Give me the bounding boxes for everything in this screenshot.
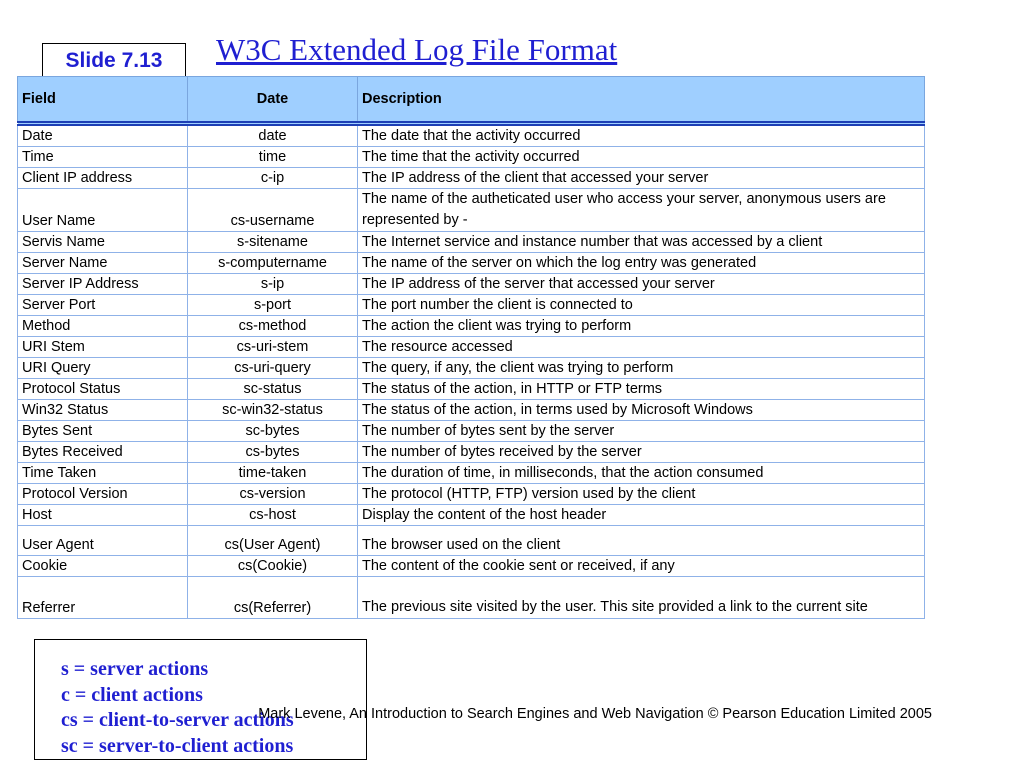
cell-description: The browser used on the client [358, 526, 925, 556]
legend-item: c = client actions [61, 683, 203, 706]
table-row [18, 337, 925, 358]
table-row [18, 124, 925, 147]
slide-number-label: Slide 7.13 [42, 43, 186, 79]
cell-field: Protocol Status [18, 379, 188, 400]
table-row [18, 316, 925, 337]
cell-description: The previous site visited by the user. This site provided a link to the current site [358, 577, 925, 619]
legend-item: cs = client-to-server actions [61, 709, 294, 731]
footer-copyright: Mark Levene, An Introduction to Search Engines and Web Navigation © Pearson Education Limited 2005 [258, 706, 932, 722]
cell-description: The name of the autheticated user who access your server, anonymous users are represented by - [358, 189, 925, 232]
cell-description: The protocol (HTTP, FTP) version used by the client [358, 484, 925, 505]
cell-identifier: s-ip [188, 274, 358, 295]
table-header-row [18, 77, 925, 124]
table-row [18, 463, 925, 484]
table-row [18, 526, 925, 556]
cell-identifier: time [188, 147, 358, 168]
cell-identifier: sc-bytes [188, 421, 358, 442]
cell-field: Method [18, 316, 188, 337]
cell-field: Server Name [18, 253, 188, 274]
cell-identifier: cs-uri-query [188, 358, 358, 379]
cell-description: The action the client was trying to perform [358, 316, 925, 337]
table-row [18, 400, 925, 421]
cell-field: Server IP Address [18, 274, 188, 295]
cell-identifier: cs-username [188, 189, 358, 232]
cell-identifier: sc-status [188, 379, 358, 400]
cell-field: Referrer [18, 577, 188, 619]
table-row [18, 274, 925, 295]
table-row [18, 421, 925, 442]
cell-description: Display the content of the host header [358, 505, 925, 526]
cell-identifier: cs(Referrer) [188, 577, 358, 619]
cell-description: The number of bytes sent by the server [358, 421, 925, 442]
cell-field: User Agent [18, 526, 188, 556]
table-row [18, 577, 925, 619]
cell-identifier: cs-uri-stem [188, 337, 358, 358]
cell-field: Server Port [18, 295, 188, 316]
cell-description: The number of bytes received by the server [358, 442, 925, 463]
cell-field: URI Query [18, 358, 188, 379]
cell-identifier: cs-version [188, 484, 358, 505]
cell-description: The IP address of the server that accessed your server [358, 274, 925, 295]
table-row [18, 484, 925, 505]
cell-description: The resource accessed [358, 337, 925, 358]
legend-item: s = server actions [61, 658, 209, 680]
table-row [18, 168, 925, 189]
table-row [18, 505, 925, 526]
cell-field: Bytes Sent [18, 421, 188, 442]
cell-field: Host [18, 505, 188, 526]
cell-identifier: s-sitename [188, 232, 358, 253]
table-row [18, 295, 925, 316]
cell-field: Protocol Version [18, 484, 188, 505]
abbreviation-legend [34, 639, 367, 760]
table-row [18, 253, 925, 274]
cell-identifier: cs-host [188, 505, 358, 526]
cell-description: The query, if any, the client was trying to perform [358, 358, 925, 379]
cell-identifier: cs-bytes [188, 442, 358, 463]
header-description: Description [358, 77, 925, 124]
cell-description: The Internet service and instance number that was accessed by a client [358, 232, 925, 253]
table-row [18, 232, 925, 253]
cell-field: Client IP address [18, 168, 188, 189]
slide-title: W3C Extended Log File Format [216, 32, 618, 67]
cell-description: The date that the activity occurred [358, 124, 925, 147]
cell-identifier: time-taken [188, 463, 358, 484]
cell-identifier: s-computername [188, 253, 358, 274]
cell-field: Cookie [18, 556, 188, 577]
cell-identifier: cs(User Agent) [188, 526, 358, 556]
cell-field: Time Taken [18, 463, 188, 484]
cell-identifier: c-ip [188, 168, 358, 189]
cell-identifier: s-port [188, 295, 358, 316]
cell-field: Win32 Status [18, 400, 188, 421]
cell-field: Servis Name [18, 232, 188, 253]
cell-description: The status of the action, in terms used by Microsoft Windows [358, 400, 925, 421]
cell-field: URI Stem [18, 337, 188, 358]
cell-description: The IP address of the client that accessed your server [358, 168, 925, 189]
header-field: Field [18, 77, 188, 124]
table-row [18, 189, 925, 232]
cell-identifier: cs(Cookie) [188, 556, 358, 577]
cell-identifier: sc-win32-status [188, 400, 358, 421]
legend-item: sc = server-to-client actions [61, 734, 294, 757]
table-row [18, 147, 925, 168]
table-row [18, 442, 925, 463]
cell-description: The status of the action, in HTTP or FTP terms [358, 379, 925, 400]
cell-description: The name of the server on which the log entry was generated [358, 253, 925, 274]
cell-field: Time [18, 147, 188, 168]
cell-field: Date [18, 124, 188, 147]
header-date: Date [188, 77, 358, 124]
cell-description: The port number the client is connected to [358, 295, 925, 316]
table-row [18, 379, 925, 400]
log-fields-table [17, 76, 925, 619]
cell-identifier: date [188, 124, 358, 147]
cell-description: The content of the cookie sent or received, if any [358, 556, 925, 577]
table-row [18, 556, 925, 577]
cell-field: Bytes Received [18, 442, 188, 463]
cell-description: The time that the activity occurred [358, 147, 925, 168]
table-row [18, 358, 925, 379]
cell-description: The duration of time, in milliseconds, that the action consumed [358, 463, 925, 484]
cell-field: User Name [18, 189, 188, 232]
cell-identifier: cs-method [188, 316, 358, 337]
